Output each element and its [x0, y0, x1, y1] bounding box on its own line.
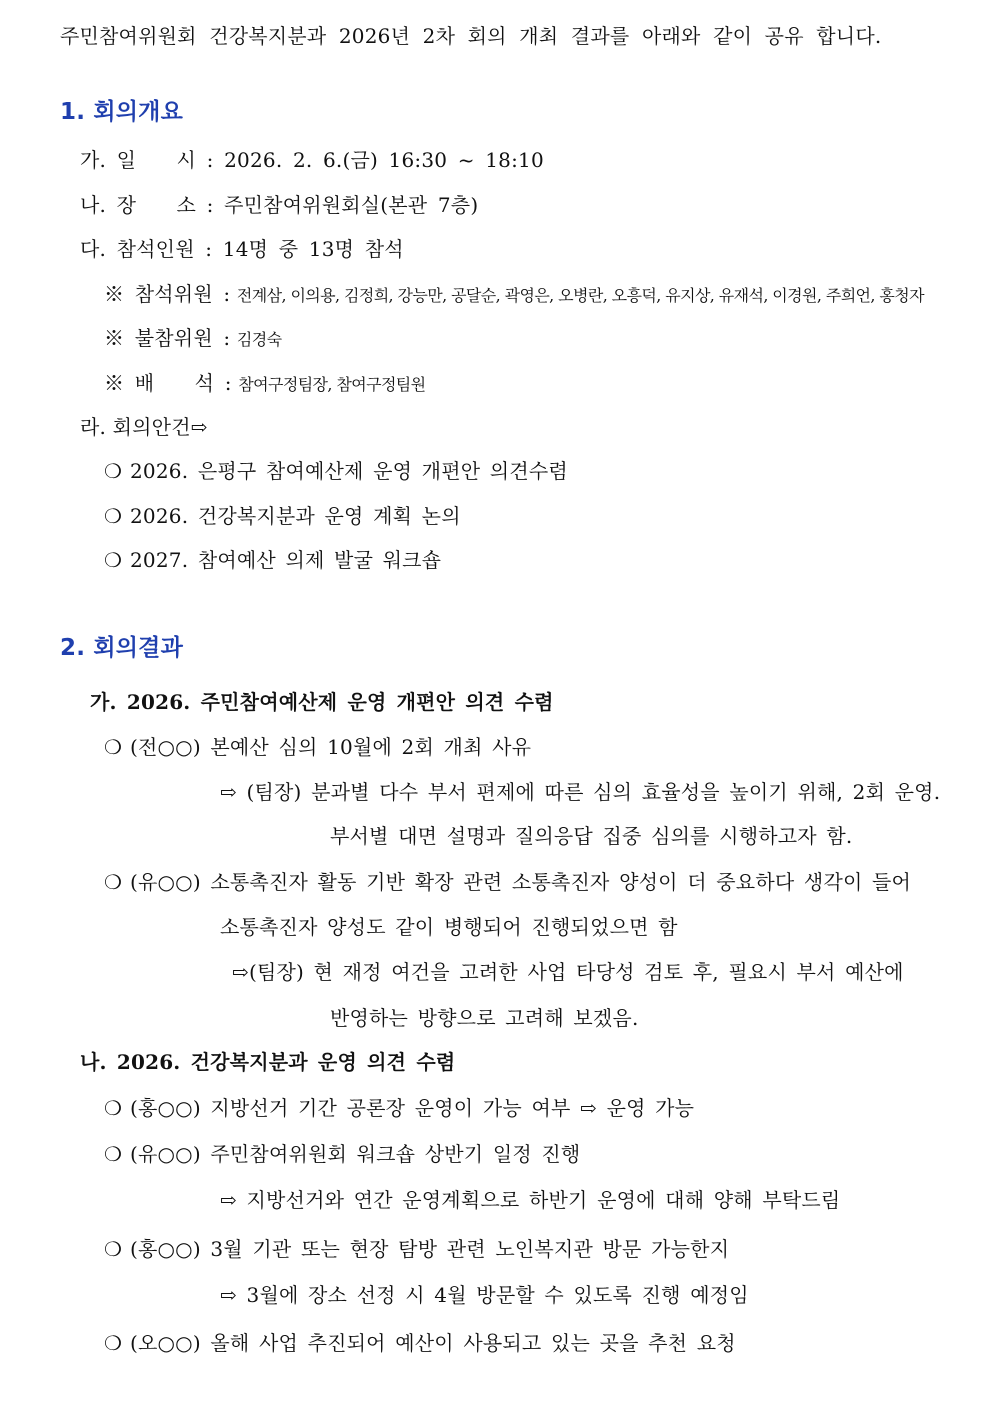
- item-b3-answer: ⇨ 3월에 장소 선정 시 4월 방문할 수 있도록 진행 예정임: [220, 1283, 749, 1307]
- staff-line: [104, 370, 426, 398]
- staff-names: 참여구정팀장, 참여구정팀원: [238, 375, 426, 394]
- item-b1: [104, 1095, 694, 1121]
- item-a2-question-text: (유○○) 소통촉진자 활동 기반 확장 관련 소통촉진자 양성이 더 중요하다 생각이 들어: [130, 870, 912, 894]
- item-b3-question-text: (홍○○) 3월 기관 또는 현장 탐방 관련 노인복지관 방문 가능한지: [130, 1237, 730, 1261]
- absent-line: [104, 325, 281, 353]
- subsection-b-title: 나. 2026. 건강복지분과 운영 의견 수렴: [80, 1050, 456, 1074]
- subsection-a-title: 가. 2026. 주민참여예산제 운영 개편안 의견 수렴: [90, 690, 554, 714]
- item-a1-answer-cont: 부서별 대면 설명과 질의응답 집중 심의를 시행하고자 함.: [330, 824, 853, 848]
- item-b2-answer: ⇨ 지방선거와 연간 운영계획으로 하반기 운영에 대해 양해 부탁드림: [220, 1188, 841, 1212]
- attendees-line: [104, 281, 924, 309]
- agenda-title: 라. 회의안건⇨: [80, 415, 208, 439]
- bullet-circle-icon: ❍: [104, 548, 123, 572]
- meeting-date: 가. 일 시 : 2026. 2. 6.(금) 16:30 ~ 18:10: [80, 148, 544, 172]
- intro-text: 주민참여위원회 건강복지분과 2026년 2차 회의 개최 결과를 아래와 같이 공유 합니다.: [60, 24, 882, 48]
- agenda-item-text: 2026. 은평구 참여예산제 운영 개편안 의견수렴: [130, 459, 568, 483]
- item-a2-answer: ⇨(팀장) 현 재정 여건을 고려한 사업 타당성 검토 후, 필요시 부서 예산에: [232, 960, 904, 984]
- agenda-item-text: 2026. 건강복지분과 운영 계획 논의: [130, 504, 461, 528]
- agenda-item-text: 2027. 참여예산 의제 발굴 워크숍: [130, 548, 442, 572]
- meeting-place: 나. 장 소 : 주민참여위원회실(본관 7층): [80, 193, 479, 217]
- item-b2-question-text: (유○○) 주민참여위원회 워크숍 상반기 일정 진행: [130, 1142, 581, 1166]
- agenda-item: [104, 547, 441, 573]
- attendees-names: 전계삼, 이의용, 김정희, 강능만, 공달순, 곽영은, 오병란, 오흥덕, 유지상, 유재석, 이경원, 주희언, 홍청자: [236, 286, 924, 305]
- bullet-circle-icon: ❍: [104, 870, 123, 894]
- section-2-title: 2. 회의결과: [60, 635, 184, 661]
- item-a1-answer: ⇨ (팀장) 분과별 다수 부서 편제에 따른 심의 효율성을 높이기 위해, 2회 운영.: [220, 780, 941, 804]
- item-b4-text: (오○○) 올해 사업 추진되어 예산이 사용되고 있는 곳을 추천 요청: [130, 1331, 736, 1355]
- agenda-item: [104, 458, 568, 484]
- bullet-circle-icon: ❍: [104, 1096, 123, 1120]
- item-a2-question: [104, 869, 911, 895]
- section-1-title: 1. 회의개요: [60, 99, 184, 125]
- absent-label: ※ 불참위원 :: [104, 326, 231, 350]
- item-a2-question-cont: 소통촉진자 양성도 같이 병행되어 진행되었으면 함: [220, 915, 678, 939]
- bullet-circle-icon: ❍: [104, 1331, 123, 1355]
- agenda-item: [104, 503, 461, 529]
- attendees-label: ※ 참석위원 :: [104, 282, 231, 306]
- bullet-circle-icon: ❍: [104, 504, 123, 528]
- item-b4: [104, 1330, 736, 1356]
- item-b3-question: [104, 1236, 729, 1262]
- absent-names: 김경숙: [236, 330, 282, 349]
- bullet-circle-icon: ❍: [104, 459, 123, 483]
- item-a2-answer-cont: 반영하는 방향으로 고려해 보겠음.: [330, 1006, 639, 1030]
- bullet-circle-icon: ❍: [104, 1237, 123, 1261]
- bullet-circle-icon: ❍: [104, 1142, 123, 1166]
- item-b1-text: (홍○○) 지방선거 기간 공론장 운영이 가능 여부 ⇨ 운영 가능: [130, 1096, 695, 1120]
- item-a1-question: [104, 734, 531, 760]
- attendance-count: 다. 참석인원 : 14명 중 13명 참석: [80, 237, 404, 261]
- item-a1-question-text: (전○○) 본예산 심의 10월에 2회 개최 사유: [130, 735, 532, 759]
- item-b2-question: [104, 1141, 580, 1167]
- bullet-circle-icon: ❍: [104, 735, 123, 759]
- staff-label: ※ 배 석 :: [104, 371, 232, 395]
